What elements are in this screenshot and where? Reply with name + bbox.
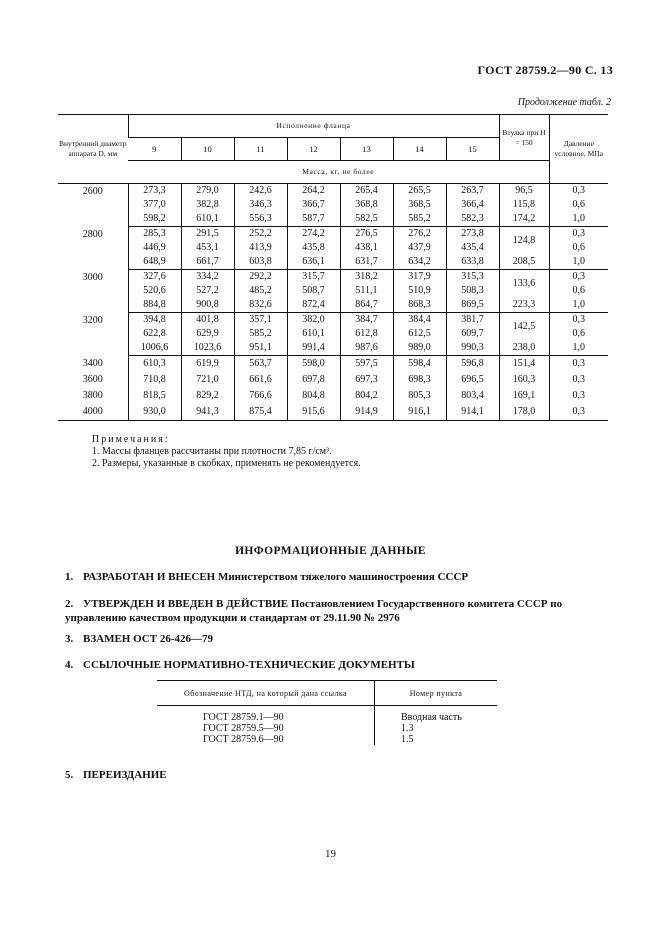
mass-cell: 629,9 xyxy=(181,327,234,341)
mass-cell: 317,9 xyxy=(393,270,446,285)
mass-cell: 511,1 xyxy=(340,284,393,298)
page-number: 19 xyxy=(325,848,336,860)
col-header-bushing: Втулка при H = 150 xyxy=(499,115,549,161)
table-row xyxy=(58,227,608,242)
pressure-cell: 0,6 xyxy=(549,284,608,298)
mass-cell: 661,6 xyxy=(234,372,287,388)
pressure-cell: 0,3 xyxy=(549,372,608,388)
mass-cell: 698,3 xyxy=(393,372,446,388)
mass-cell: 556,3 xyxy=(234,212,287,227)
flange-version: 13 xyxy=(340,138,393,161)
bushing-cell: 133,6 xyxy=(499,270,549,299)
bushing-cell: 238,0 xyxy=(499,341,549,356)
info-item-5 xyxy=(65,768,610,782)
mass-cell: 915,6 xyxy=(287,404,340,421)
mass-cell: 446,9 xyxy=(128,241,181,255)
table-row xyxy=(58,388,608,404)
mass-cell: 914,1 xyxy=(446,404,499,421)
mass-cell: 610,3 xyxy=(128,356,181,372)
col-header-diameter: Внутренний диаметр аппарата D, мм xyxy=(58,115,128,184)
mass-cell: 661,7 xyxy=(181,255,234,270)
mass-cell: 596,8 xyxy=(446,356,499,372)
mass-cell: 868,3 xyxy=(393,298,446,313)
mass-cell: 829,2 xyxy=(181,388,234,404)
note-item: 1. Массы фланцев рассчитаны при плотности 7,85 г/см³. xyxy=(92,446,332,457)
col-header-flange: Исполнение фланца xyxy=(128,115,499,138)
bushing-cell: 142,5 xyxy=(499,313,549,342)
mass-cell: 384,7 xyxy=(340,313,393,328)
mass-cell: 368,8 xyxy=(340,198,393,212)
bushing-cell: 151,4 xyxy=(499,356,549,372)
mass-cell: 612,5 xyxy=(393,327,446,341)
ref-doc: ГОСТ 28759.5—90 xyxy=(203,723,284,734)
mass-cell: 252,2 xyxy=(234,227,287,242)
mass-cell: 804,2 xyxy=(340,388,393,404)
pressure-cell: 1,0 xyxy=(549,255,608,270)
mass-cell: 273,3 xyxy=(128,184,181,199)
mass-cell: 585,2 xyxy=(234,327,287,341)
mass-cell: 803,4 xyxy=(446,388,499,404)
diameter-cell: 4000 xyxy=(58,404,128,421)
table-continuation-label: Продолжение табл. 2 xyxy=(517,97,611,108)
mass-cell: 598,0 xyxy=(287,356,340,372)
flange-version: 10 xyxy=(181,138,234,161)
flange-version: 11 xyxy=(234,138,287,161)
info-item-number: 5. xyxy=(65,769,74,781)
table-row xyxy=(157,723,497,734)
mass-cell: 598,2 xyxy=(128,212,181,227)
mass-cell: 697,8 xyxy=(287,372,340,388)
mass-cell: 527,2 xyxy=(181,284,234,298)
mass-cell: 394,8 xyxy=(128,313,181,328)
diameter-cell: 2800 xyxy=(82,228,103,240)
mass-cell: 265,5 xyxy=(393,184,446,199)
mass-cell: 264,2 xyxy=(287,184,340,199)
mass-cell: 610,1 xyxy=(181,212,234,227)
mass-label: Масса, кг, не более xyxy=(128,161,549,184)
table-row xyxy=(58,313,608,328)
note-item: 2. Размеры, указанные в скобках, применять не рекомендуется. xyxy=(92,458,361,469)
bushing-cell: 178,0 xyxy=(499,404,549,421)
bushing-cell: 208,5 xyxy=(499,255,549,270)
pressure-cell: 0,3 xyxy=(549,404,608,421)
info-item-2 xyxy=(65,597,610,625)
mass-cell: 508,7 xyxy=(287,284,340,298)
diameter-cell: 3000 xyxy=(82,271,103,283)
info-item-text: УТВЕРЖДЕН И ВВЕДЕН В ДЕЙСТВИЕ Постановлением Государственного комитета СССР по управлению качеством продукции и стандартам от 29.11.90 № 2976 xyxy=(65,598,563,624)
pressure-cell: 0,3 xyxy=(549,270,608,285)
pressure-cell: 0,3 xyxy=(549,313,608,328)
mass-cell: 766,6 xyxy=(234,388,287,404)
mass-cell: 263,7 xyxy=(446,184,499,199)
mass-cell: 818,5 xyxy=(128,388,181,404)
mass-cell: 598,4 xyxy=(393,356,446,372)
notes xyxy=(92,434,361,470)
flange-version: 12 xyxy=(287,138,340,161)
mass-cell: 384,4 xyxy=(393,313,446,328)
mass-cell: 413,9 xyxy=(234,241,287,255)
mass-cell: 315,3 xyxy=(446,270,499,285)
mass-cell: 619,9 xyxy=(181,356,234,372)
flange-version: 15 xyxy=(446,138,499,161)
mass-cell: 279,0 xyxy=(181,184,234,199)
mass-cell: 382,0 xyxy=(287,313,340,328)
mass-cell: 914,9 xyxy=(340,404,393,421)
mass-cell: 721,0 xyxy=(181,372,234,388)
mass-cell: 510,9 xyxy=(393,284,446,298)
info-item-text: ССЫЛОЧНЫЕ НОРМАТИВНО-ТЕХНИЧЕСКИЕ ДОКУМЕНТЫ xyxy=(83,659,415,671)
mass-cell: 582,5 xyxy=(340,212,393,227)
mass-cell: 696,5 xyxy=(446,372,499,388)
pressure-cell: 0,3 xyxy=(549,227,608,242)
bushing-cell: 169,1 xyxy=(499,388,549,404)
pressure-cell: 1,0 xyxy=(549,212,608,227)
mass-cell: 930,0 xyxy=(128,404,181,421)
mass-cell: 357,1 xyxy=(234,313,287,328)
mass-cell: 991,4 xyxy=(287,341,340,356)
mass-cell: 366,4 xyxy=(446,198,499,212)
diameter-cell: 3600 xyxy=(82,373,103,385)
mass-cell: 872,4 xyxy=(287,298,340,313)
info-item-number: 4. xyxy=(65,659,74,671)
mass-cell: 805,3 xyxy=(393,388,446,404)
mass-cell: 285,3 xyxy=(128,227,181,242)
pressure-cell: 1,0 xyxy=(549,341,608,356)
mass-cell: 273,8 xyxy=(446,227,499,242)
mass-cell: 603,8 xyxy=(234,255,287,270)
mass-cell: 377,0 xyxy=(128,198,181,212)
mass-cell: 610,1 xyxy=(287,327,340,341)
table-row xyxy=(58,212,608,227)
notes-caption: Примечания: xyxy=(92,434,170,445)
mass-cell: 520,6 xyxy=(128,284,181,298)
flange-version: 14 xyxy=(393,138,446,161)
pressure-cell: 0,6 xyxy=(549,327,608,341)
mass-cell: 435,4 xyxy=(446,241,499,255)
mass-cell: 366,7 xyxy=(287,198,340,212)
ref-item: 1.3 xyxy=(375,723,498,734)
table-row xyxy=(58,255,608,270)
pressure-cell: 0,6 xyxy=(549,198,608,212)
table-row xyxy=(58,270,608,285)
mass-cell: 916,1 xyxy=(393,404,446,421)
mass-cell: 631,7 xyxy=(340,255,393,270)
mass-cell: 368,5 xyxy=(393,198,446,212)
mass-cell: 485,2 xyxy=(234,284,287,298)
ref-item: 1.5 xyxy=(375,734,498,745)
pressure-cell: 0,3 xyxy=(549,184,608,199)
mass-cell: 634,2 xyxy=(393,255,446,270)
diameter-cell: 3200 xyxy=(82,314,103,326)
mass-cell: 990,3 xyxy=(446,341,499,356)
mass-cell: 315,7 xyxy=(287,270,340,285)
table-row xyxy=(157,706,497,724)
mass-cell: 563,7 xyxy=(234,356,287,372)
info-item-4 xyxy=(65,658,610,672)
ref-col-header-doc: Обозначение НТД, на который дана ссылка xyxy=(157,681,375,706)
ref-doc: ГОСТ 28759.6—90 xyxy=(203,734,284,745)
table-row xyxy=(58,356,608,372)
flange-mass-table xyxy=(58,114,608,421)
diameter-cell: 2600 xyxy=(82,186,103,197)
mass-cell: 622,8 xyxy=(128,327,181,341)
mass-cell: 1006,6 xyxy=(128,341,181,356)
ref-doc: ГОСТ 28759.1—90 xyxy=(203,712,284,723)
mass-cell: 648,9 xyxy=(128,255,181,270)
mass-cell: 242,6 xyxy=(234,184,287,199)
diameter-cell: 3800 xyxy=(82,389,103,401)
pressure-cell: 0,3 xyxy=(549,388,608,404)
bushing-cell: 174,2 xyxy=(499,212,549,227)
mass-cell: 334,2 xyxy=(181,270,234,285)
mass-cell: 989,0 xyxy=(393,341,446,356)
info-item-3 xyxy=(65,632,610,646)
info-item-text: РАЗРАБОТАН И ВНЕСЕН Министерством тяжелого машиностроения СССР xyxy=(83,571,469,583)
mass-cell: 636,1 xyxy=(287,255,340,270)
mass-cell: 401,8 xyxy=(181,313,234,328)
mass-cell: 435,8 xyxy=(287,241,340,255)
mass-cell: 346,3 xyxy=(234,198,287,212)
table-row xyxy=(58,341,608,356)
mass-cell: 875,4 xyxy=(234,404,287,421)
pressure-cell: 0,6 xyxy=(549,241,608,255)
ref-item: Вводная часть xyxy=(375,706,498,724)
mass-cell: 941,3 xyxy=(181,404,234,421)
mass-cell: 587,7 xyxy=(287,212,340,227)
diameter-cell: 3400 xyxy=(82,357,103,369)
mass-cell: 265,4 xyxy=(340,184,393,199)
info-title: ИНФОРМАЦИОННЫЕ ДАННЫЕ xyxy=(235,545,426,557)
bushing-cell: 96,5 xyxy=(499,184,549,199)
table-row xyxy=(58,198,608,212)
mass-cell: 633,8 xyxy=(446,255,499,270)
mass-cell: 597,5 xyxy=(340,356,393,372)
table-body xyxy=(58,184,608,421)
mass-cell: 438,1 xyxy=(340,241,393,255)
info-item-number: 3. xyxy=(65,633,74,645)
mass-cell: 291,5 xyxy=(181,227,234,242)
table-row xyxy=(58,404,608,421)
table-row xyxy=(58,184,608,199)
mass-cell: 710,8 xyxy=(128,372,181,388)
bushing-cell: 160,3 xyxy=(499,372,549,388)
bushing-cell: 124,8 xyxy=(499,227,549,256)
pressure-cell: 1,0 xyxy=(549,298,608,313)
bushing-cell: 115,8 xyxy=(499,198,549,212)
mass-cell: 292,2 xyxy=(234,270,287,285)
mass-cell: 951,1 xyxy=(234,341,287,356)
info-item-number: 2. xyxy=(65,598,74,610)
mass-cell: 987,6 xyxy=(340,341,393,356)
col-header-pressure: Давление условное, МПа xyxy=(549,115,608,184)
mass-cell: 381,7 xyxy=(446,313,499,328)
mass-cell: 900,8 xyxy=(181,298,234,313)
bushing-cell: 223,3 xyxy=(499,298,549,313)
info-item-number: 1. xyxy=(65,571,74,583)
mass-cell: 274,2 xyxy=(287,227,340,242)
mass-cell: 382,8 xyxy=(181,198,234,212)
mass-cell: 453,1 xyxy=(181,241,234,255)
mass-cell: 609,7 xyxy=(446,327,499,341)
mass-cell: 884,8 xyxy=(128,298,181,313)
info-item-text: ПЕРЕИЗДАНИЕ xyxy=(83,769,167,781)
document-reference: ГОСТ 28759.2—90 С. 13 xyxy=(477,63,613,77)
mass-cell: 276,5 xyxy=(340,227,393,242)
mass-cell: 276,2 xyxy=(393,227,446,242)
info-item-text: ВЗАМЕН ОСТ 26-426—79 xyxy=(83,633,213,645)
mass-cell: 582,3 xyxy=(446,212,499,227)
table-row xyxy=(58,298,608,313)
info-item-1 xyxy=(65,570,610,584)
mass-cell: 804,8 xyxy=(287,388,340,404)
ref-col-header-item: Номер пункта xyxy=(375,681,498,706)
mass-cell: 585,2 xyxy=(393,212,446,227)
mass-cell: 864,7 xyxy=(340,298,393,313)
mass-cell: 697,3 xyxy=(340,372,393,388)
mass-cell: 612,8 xyxy=(340,327,393,341)
table-row xyxy=(157,734,497,745)
table-row xyxy=(58,372,608,388)
reference-documents-table xyxy=(157,680,497,745)
mass-cell: 1023,6 xyxy=(181,341,234,356)
pressure-cell: 0,3 xyxy=(549,356,608,372)
mass-cell: 869,5 xyxy=(446,298,499,313)
mass-cell: 508,3 xyxy=(446,284,499,298)
flange-version: 9 xyxy=(128,138,181,161)
mass-cell: 437,9 xyxy=(393,241,446,255)
mass-cell: 327,6 xyxy=(128,270,181,285)
mass-cell: 318,2 xyxy=(340,270,393,285)
mass-cell: 832,6 xyxy=(234,298,287,313)
